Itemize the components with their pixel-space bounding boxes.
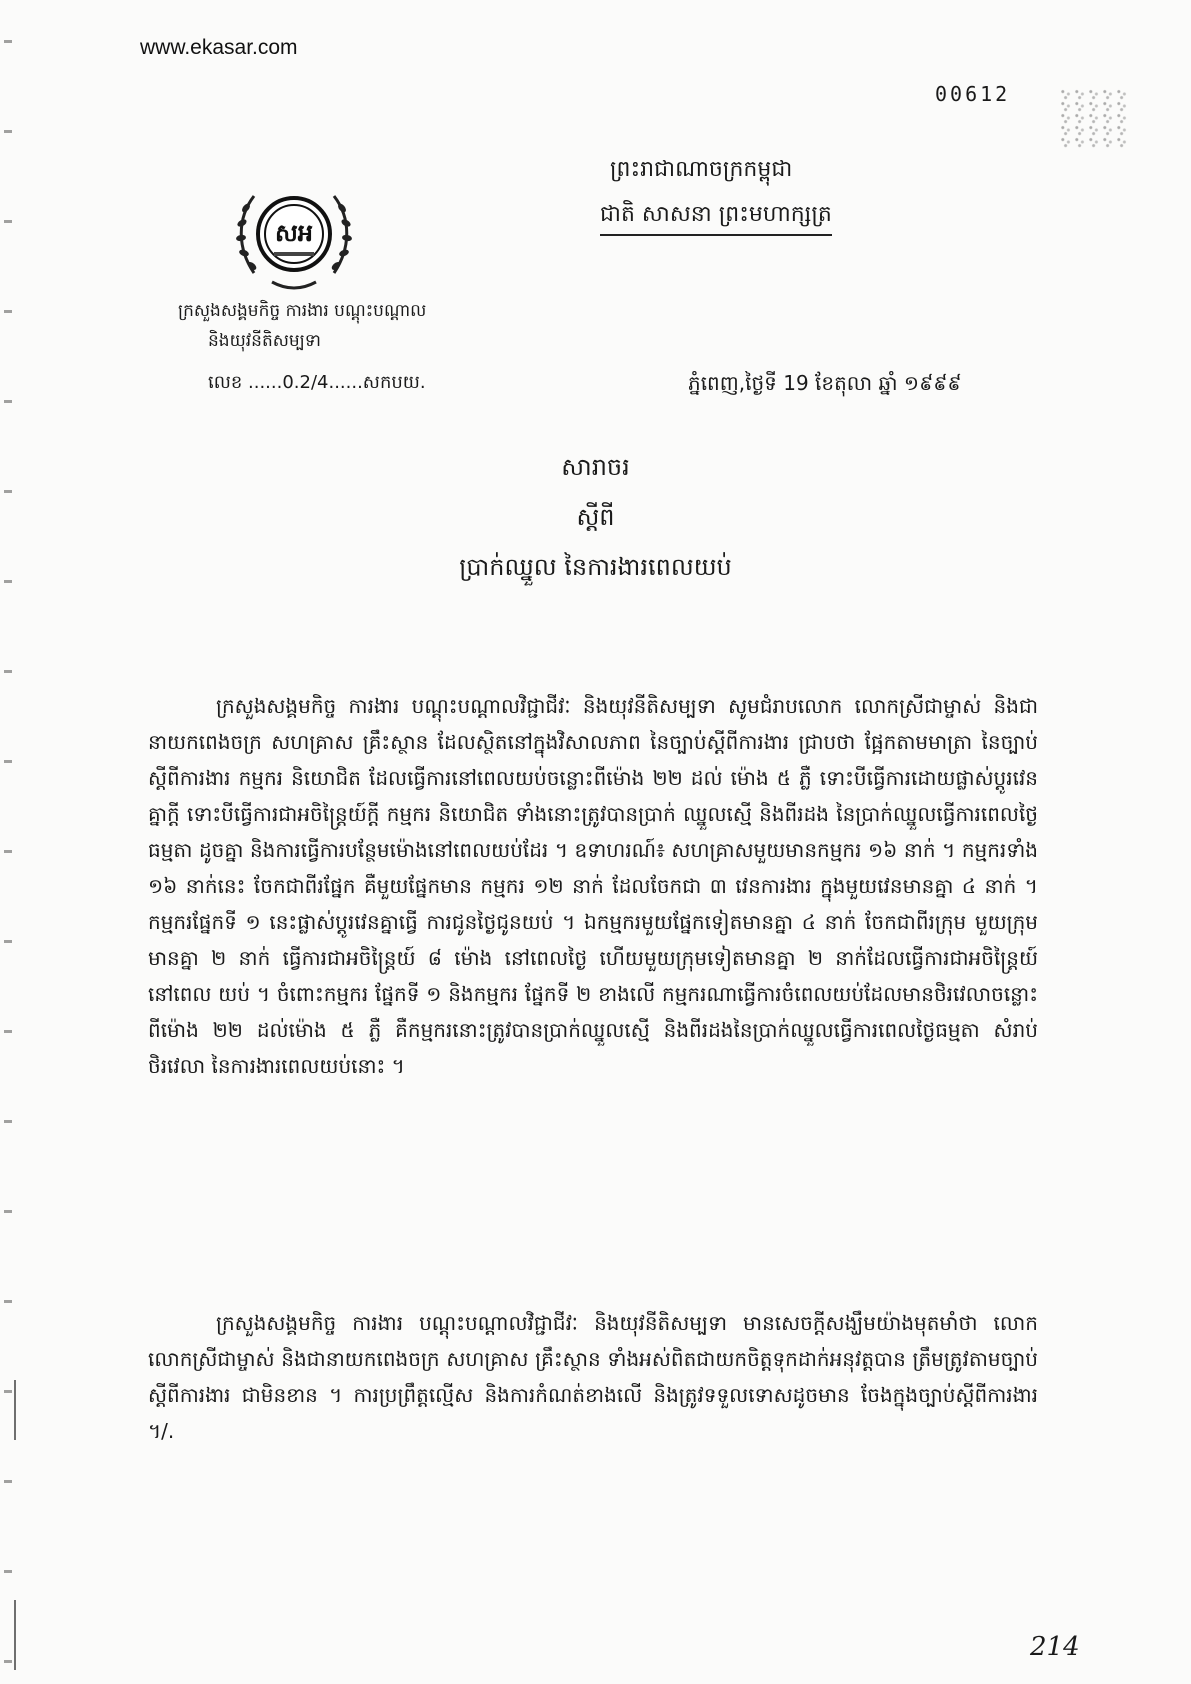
- logo-text: សអ: [274, 219, 314, 247]
- scan-edge-marks: [4, 0, 12, 1684]
- website-url: www.ekasar.com: [140, 36, 298, 59]
- date-line: ភ្នំពេញ,ថ្ងៃទី 19 ខែតុលា ឆ្នាំ ១៩៩៩: [688, 371, 962, 395]
- reference-number: លេខ ......0.2/4......សកបយ.: [208, 372, 426, 393]
- ministry-name: ក្រសួងសង្គមកិច្ច ការងារ បណ្តុះបណ្តាល: [178, 301, 427, 321]
- kingdom-heading: ព្រះរាជាណាចក្រកម្ពុជា: [610, 157, 793, 182]
- body-paragraph: ក្រសួងសង្គមកិច្ច ការងារ បណ្តុះបណ្តាលវិជ្ជាជីវៈ និងយុវនីតិសម្បទា មានសេចក្តីសង្ឃឹមយ៉ាងមុតមាំថា លោក លោកស្រីជាម្ចាស់ និងជានាយកពេងចក្រ សហគ្រាស គ្រឹះស្ថាន ទាំងអស់ពិតជាយកចិត្តទុកដាក់អនុវត្តបាន ត្រឹមត្រូវតាមច្បាប់ស្តីពីការងារ ជាមិនខាន ។ ការប្រព្រឹត្តល្មើស និងការកំណត់ខាងលើ និងត្រូវទទួលទោសដូចមាន ចែងក្នុងច្បាប់ស្តីពីការងារ ។/.: [148, 1311, 1038, 1443]
- document-type: សារាចរ: [561, 453, 630, 481]
- subject-title: ប្រាក់ឈ្នួល នៃការងារពេលយប់: [459, 553, 732, 581]
- body-paragraph: ក្រសួងសង្គមកិច្ច ការងារ បណ្តុះបណ្តាលវិជ្ជាជីវៈ និងយុវនីតិសម្បទា សូមជំរាបលោក លោកស្រីជាម្ចាស់ និងជានាយកពេងចក្រ សហគ្រាស គ្រឹះស្ថាន ដែលស្ថិតនៅក្នុងវិសាលភាព នៃច្បាប់ស្តីពីការងារ ជ្រាបថា ផ្អែកតាមមាត្រា នៃច្បាប់ស្តីពីការងារ កម្មករ និយោជិត ដែលធ្វើការនៅពេលយប់ចន្លោះពីម៉ោង ២២ ដល់ ម៉ោង ៥ ភ្លឺ ទោះបីធ្វើការដោយផ្លាស់ប្តូរវេនគ្នាក្តី ទោះបីធ្វើការជាអចិន្ត្រៃយ៍ក្តី កម្មករ និយោជិត ទាំងនោះត្រូវបានប្រាក់ ឈ្នួលស្មើ និងពីរដង នៃប្រាក់ឈ្នួលធ្វើការពេលថ្ងៃធម្មតា ដូចគ្នា និងការធ្វើការបន្ថែមម៉ោងនៅពេលយប់ដែរ ។ ឧទាហរណ៍៖ សហគ្រាសមួយមានកម្មករ ១៦ នាក់ ។ កម្មករទាំង ១៦ នាក់នេះ ចែកជាពីរផ្នែក គឺមួយផ្នែកមាន កម្មករ ១២ នាក់ ដែលចែកជា ៣ វេនការងារ ក្នុងមួយវេនមានគ្នា ៤ នាក់ ។ កម្មករផ្នែកទី ១ នេះផ្លាស់ប្តូរវេនគ្នាធ្វើ ការជូនថ្ងៃជូនយប់ ។ ឯកម្មករមួយផ្នែកទៀតមានគ្នា ៤ នាក់ ចែកជាពីរក្រុម មួយក្រុមមានគ្នា ២ នាក់ ធ្វើការជាអចិន្ត្រៃយ៍ ៨ ម៉ោង នៅពេលថ្ងៃ ហើយមួយក្រុមទៀតមានគ្នា ២ នាក់ដែលធ្វើការជាអចិន្ត្រៃយ៍នៅពេល យប់ ។ ចំពោះកម្មករ ផ្នែកទី ១ និងកម្មករ ផ្នែកទី ២ ខាងលើ កម្មករណាធ្វើការចំពេលយប់ដែលមានថិរវេលាចន្លោះ ពីម៉ោង ២២ ដល់ម៉ោង ៥ ភ្លឺ គឺកម្មករនោះត្រូវបានប្រាក់ឈ្នួលស្មើ និងពីរដងនៃប្រាក់ឈ្នួលធ្វើការពេលថ្ងៃធម្មតា សំរាប់ថិរវេលា នៃការងារពេលយប់នោះ ។: [148, 694, 1038, 1078]
- ministry-logo: [232, 178, 356, 298]
- document-number: 00612: [935, 82, 1011, 106]
- scan-line: [14, 1600, 16, 1670]
- subject-label: ស្តីពី: [576, 503, 615, 531]
- national-motto: ជាតិ សាសនា ព្រះមហាក្សត្រ: [600, 200, 832, 236]
- department-name: និងយុវនីតិសម្បទា: [208, 331, 321, 351]
- page-number: 214: [1030, 1632, 1080, 1662]
- scan-line: [14, 1380, 16, 1440]
- scan-noise: [1060, 88, 1130, 148]
